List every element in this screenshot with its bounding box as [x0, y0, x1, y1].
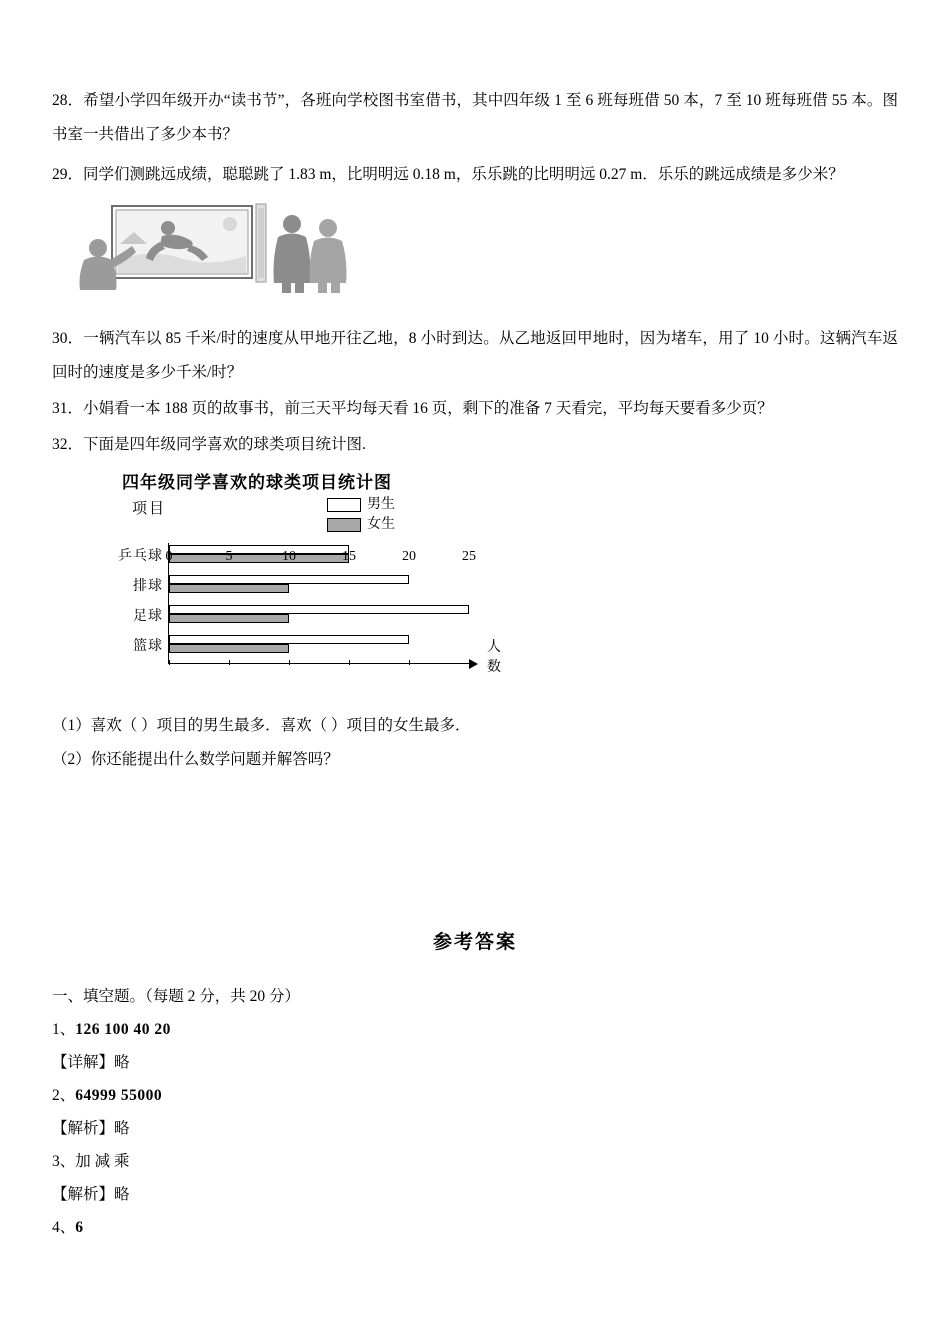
xtick-2: 10	[282, 549, 296, 564]
answer-value-2: 64999 55000	[75, 1087, 163, 1104]
sub-question-2: （2）你还能提出什么数学问题并解答吗？	[52, 751, 339, 768]
legend-item-female	[327, 515, 395, 535]
answer-note-1: 【详解】略	[52, 1054, 130, 1071]
xtick-0: 0	[165, 549, 173, 564]
xtick-4: 20	[402, 549, 416, 564]
chart-xlabel: 人数	[487, 640, 502, 675]
bar-male-0	[169, 545, 349, 554]
question-29: 29．同学们测跳远成绩，聪聪跳了 1.83 m，比明明远 0.18 m，乐乐跳的比明明远 0.27 m．乐乐的跳远成绩是多少米？	[52, 166, 844, 183]
answers-title: 参考答案	[432, 932, 517, 953]
chart-legend	[327, 495, 395, 535]
chart-category-3: 篮球	[133, 639, 163, 654]
sub-question-1: （1）喜欢（ ）项目的男生最多．喜欢（ ）项目的女生最多．	[52, 717, 471, 734]
bar-female-0	[169, 554, 349, 563]
answer-note-2: 【解析】略	[52, 1120, 130, 1137]
answer-value-3: 加 减 乘	[75, 1153, 130, 1170]
question-28: 28．希望小学四年级开办“读书节”，各班向学校图书室借书，其中四年级 1 至 6 班每班借 50 本，7 至 10 班每班借 55 本。图书室一共借出了多少本书？	[52, 92, 898, 143]
chart-title: 四年级同学喜欢的球类项目统计图	[122, 473, 392, 492]
answers-section-heading: 一、填空题。（每题 2 分，共 20 分）	[52, 988, 301, 1005]
ball-sports-chart	[72, 468, 532, 695]
answer-label-2: 2、	[52, 1087, 76, 1104]
long-jump-illustration	[60, 200, 360, 300]
answer-label-3: 3、	[52, 1153, 76, 1170]
legend-label-female: 女生	[367, 517, 395, 532]
question-31: 31．小娟看一本 188 页的故事书，前三天平均每天看 16 页，剩下的准备 7 天看完，平均每天要看多少页？	[52, 400, 773, 417]
legend-swatch-female	[327, 518, 361, 532]
bar-male-3	[169, 635, 409, 644]
x-axis-arrow-icon	[469, 659, 478, 669]
answer-item-4	[52, 1211, 898, 1244]
question-30: 30．一辆汽车以 85 千米/时的速度从甲地开往乙地，8 小时到达。从乙地返回甲地时，因为堵车，用了 10 小时。这辆汽车返回时的速度是多少千米/时？	[52, 330, 898, 381]
illustration-svg	[60, 200, 360, 300]
chart-plot	[118, 543, 502, 675]
answer-value-1: 126 100 40 20	[75, 1021, 171, 1038]
answer-item-1	[52, 1013, 898, 1046]
chart-category-1: 排球	[133, 579, 163, 594]
xtick-5: 25	[462, 549, 476, 564]
bar-male-1	[169, 575, 409, 584]
answer-value-4: 6	[75, 1219, 84, 1236]
legend-swatch-male	[327, 498, 361, 512]
xtick-1: 5	[225, 549, 233, 564]
xtick-3: 15	[342, 549, 356, 564]
chart-area	[72, 495, 512, 695]
answer-item-3	[52, 1145, 898, 1178]
legend-item-male	[327, 495, 395, 515]
answer-item-2	[52, 1079, 898, 1112]
bar-female-1	[169, 584, 289, 593]
bar-female-3	[169, 644, 289, 653]
chart-ylabel: 项目	[132, 501, 167, 517]
legend-label-male: 男生	[367, 497, 395, 512]
answer-label-1: 1、	[52, 1021, 76, 1038]
question-32: 32．下面是四年级同学喜欢的球类项目统计图.	[52, 436, 366, 453]
bar-male-2	[169, 605, 469, 614]
answer-label-4: 4、	[52, 1219, 76, 1236]
chart-category-0: 乒乓球	[118, 549, 163, 564]
answer-note-3: 【解析】略	[52, 1186, 130, 1203]
bar-female-2	[169, 614, 289, 623]
chart-category-2: 足球	[133, 609, 163, 624]
